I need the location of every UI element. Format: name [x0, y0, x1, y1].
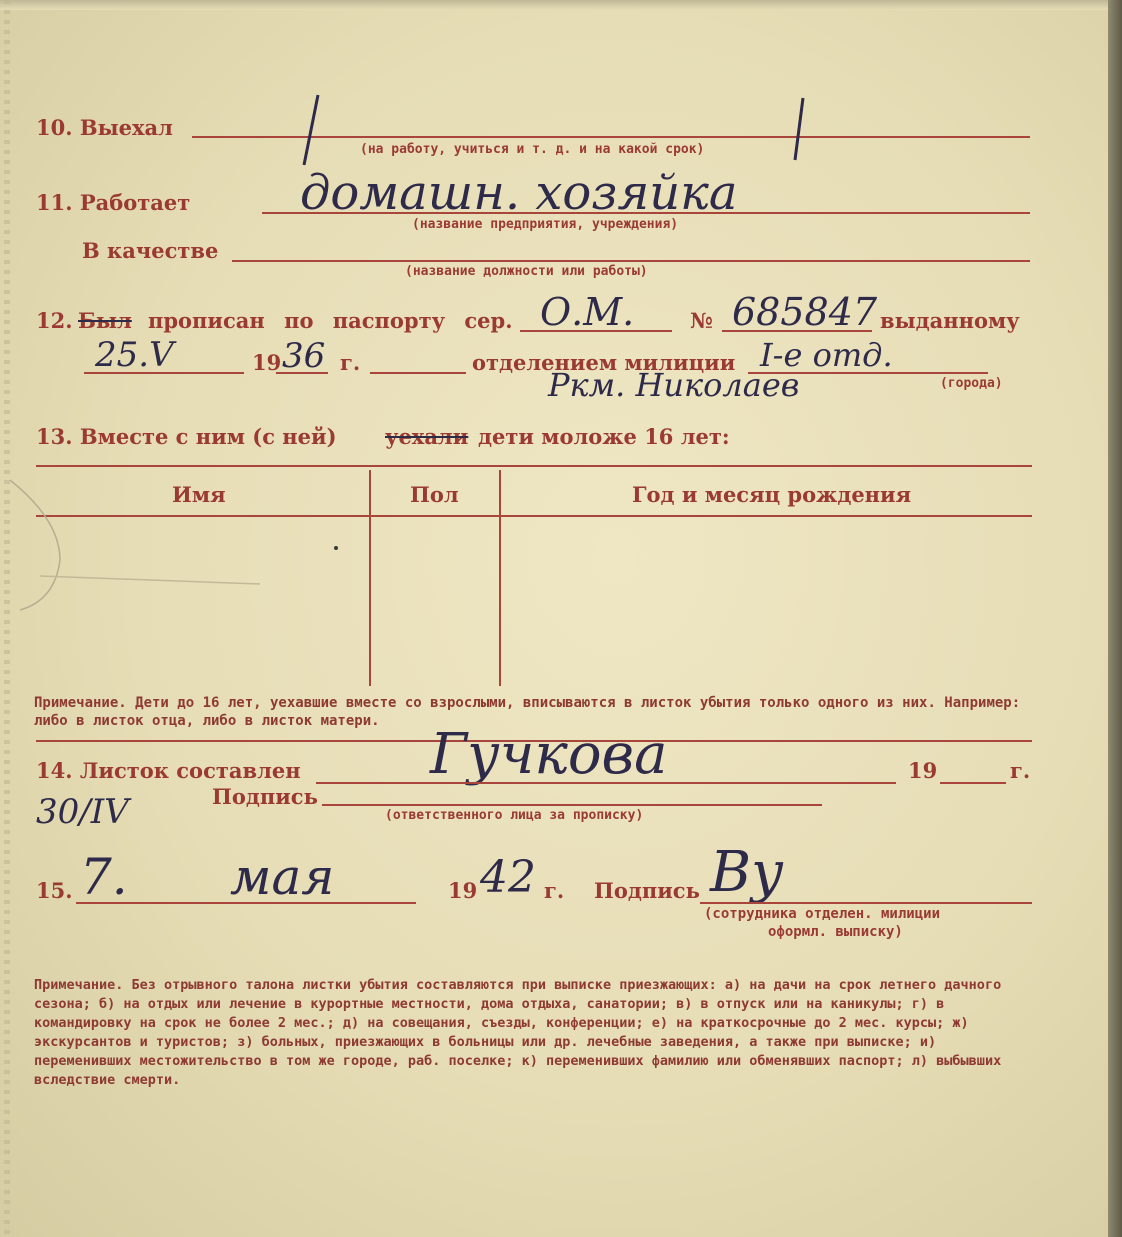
passport-number: 685847: [732, 290, 878, 334]
item13-label: 13. Вместе с ним (с ней): [36, 424, 337, 449]
item10-caption: (на работу, учиться и т. д. и на какой срок): [360, 142, 705, 157]
table-header-sex: Пол: [410, 482, 459, 507]
item15-caption-1: (сотрудника отделен. милиции: [704, 906, 941, 922]
department-value: I-е отд.: [760, 336, 893, 374]
item14-line: [316, 782, 896, 784]
year-label-14: г.: [1010, 758, 1031, 783]
note-children: Примечание. Дети до 16 лет, уехавшие вместе со взрослыми, вписываются в листок убытия только одного из них. Например: либо в листок отца, либо в листок матери.: [34, 695, 1021, 729]
signature-label-14: Подпись: [212, 784, 318, 809]
issued-date: 25.V: [95, 335, 174, 375]
year-prefix-14: 19: [908, 758, 938, 783]
item11-label: 11. Работает: [36, 190, 191, 215]
item11-caption-position: (название должности или работы): [405, 264, 648, 279]
year-suffix-12: 36: [282, 336, 326, 376]
item15-month: мая: [230, 848, 335, 906]
item13-label-rest: дети моложе 16 лет:: [478, 424, 730, 449]
item11-caption-org: (название предприятия, учреждения): [412, 217, 679, 232]
signature-mark-15: Ву: [710, 840, 784, 905]
handwritten-name: Гучкова: [430, 722, 668, 787]
note-departure: Примечание. Без отрывного талона листки убытия составляются при выписке приезжающих: а) на дачи на срок летнего дачного сезона; б) на отдых или лечение в курортные местности, дома отдыха, санатории; в) в отпуск или на каникулы; г) в командировку на срок не более 2 мес.; д) на совещания, съезды, конференции; е) на краткосрочные до 2 мес. курсы; ж) экскурсантов и туристов; з) больных, приезжающих в больницы или др. лечебные заведения, а также при выписке; и) переменивших местожительство в том же городе, раб. поселке; к) переменивших фамилию или обменявших паспорт; л) выбывших вследствие смерти.: [34, 977, 1002, 1088]
item12-label: прописан по паспорту сер.: [148, 308, 513, 333]
signature-line-14: [322, 804, 822, 806]
department-city: Ркм. Николаев: [548, 366, 800, 404]
table-header-birth: Год и месяц рождения: [632, 482, 912, 507]
issued-label: выданному: [880, 308, 1020, 333]
year-line-14: [940, 782, 1006, 784]
year-prefix-12: 19: [252, 350, 282, 375]
signature-label-15: Подпись: [594, 878, 700, 903]
year-prefix-15: 19: [448, 878, 478, 903]
item15-date-line: [76, 902, 416, 904]
item15-day: 7.: [80, 848, 128, 906]
item11-handwritten-work: домашн. хозяйка: [300, 165, 738, 221]
caption-city: (города): [940, 376, 1003, 391]
item12-number: 12.: [36, 308, 73, 333]
item10-label: 10. Выехал: [36, 115, 173, 140]
item13-struck-word: уехали: [385, 424, 469, 449]
capacity-label: В качестве: [82, 238, 219, 263]
item15-label: 15.: [36, 878, 73, 903]
department-label: отделением милиции: [472, 350, 736, 375]
table-header-name: Имя: [172, 482, 226, 507]
item14-caption: (ответственного лица за прописку): [385, 808, 644, 823]
item14-label: 14. Листок составлен: [36, 758, 301, 783]
year-suffix-15: 42: [480, 852, 536, 903]
year-label-12: г.: [340, 350, 361, 375]
number-label: №: [690, 308, 713, 333]
date-written: 30/IV: [36, 792, 129, 832]
year-label-15: г.: [544, 878, 565, 903]
signature-line-15: [700, 902, 1032, 904]
item12-struck-word: Был: [78, 308, 132, 333]
item15-caption-2: оформл. выписку): [768, 924, 903, 940]
passport-series: О.М.: [540, 290, 635, 334]
